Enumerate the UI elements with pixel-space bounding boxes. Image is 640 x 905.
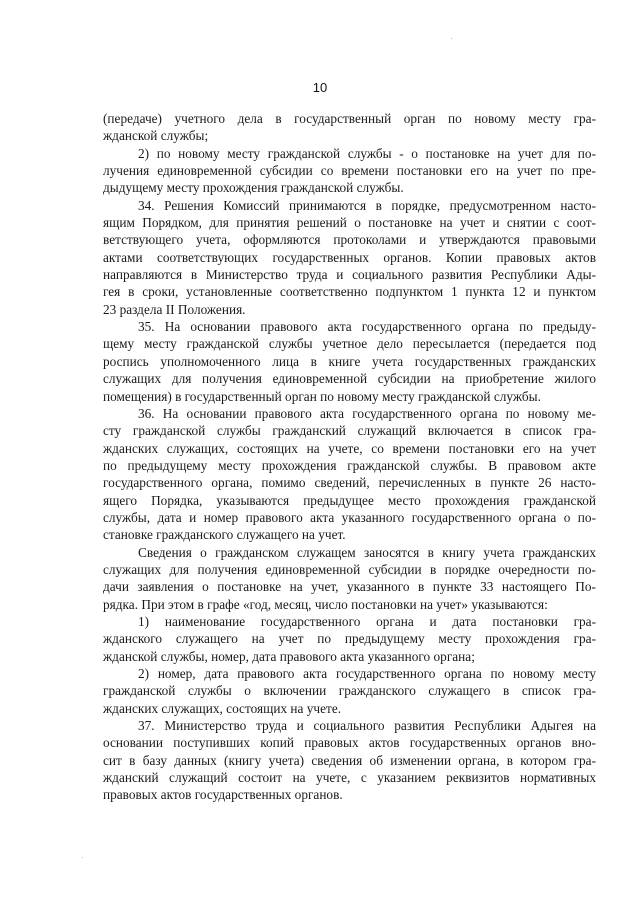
text-line: служащих для получения единовременной субсидии в порядке очередности по- — [103, 561, 596, 577]
paragraph-35 — [103, 318, 596, 405]
text-line: роспись уполномоченного лица в книге учета государственных гражданских — [103, 353, 596, 369]
paragraph-sub-1 — [103, 613, 596, 665]
text-line: жданского служащего на учет по предыдущему месту прохождения гра- — [103, 631, 596, 647]
text-line: государственного органа, помимо сведений, перечисленных в пункте 26 насто- — [103, 475, 596, 491]
text-line: помещения) в государственный орган по новому месту гражданской службы. — [103, 388, 541, 404]
text-line: лучения единовременной субсидии со времени постановки его на учет по пре- — [103, 163, 596, 179]
text-line: по предыдущему месту прохождения гражданской службы. В правовом акте — [103, 457, 596, 473]
text-line: правовых актов государственных органов. — [103, 787, 343, 803]
text-line: 35. На основании правового акта государственного органа по предыду- — [138, 319, 596, 335]
text-line: ящего Порядка, указываются предыдущее место прохождения гражданской — [103, 492, 596, 508]
text-line: жданский служащий состоит на учете, с указанием реквизитов нормативных — [103, 770, 596, 786]
text-line: щему месту гражданской службы учетное дело пересылается (передается под — [103, 336, 596, 352]
text-line: гражданской службы о включении гражданского служащего в список гра- — [103, 683, 596, 699]
text-line: актами соответствующих государственных органов. Копии правовых актов — [103, 249, 596, 265]
text-line: 37. Министерство труда и социального развития Республики Адыгея на — [138, 718, 596, 734]
paragraph-item-2 — [103, 145, 596, 197]
text-line: сту гражданской службы гражданский служащий включается в список гра- — [103, 423, 596, 439]
paragraph-36 — [103, 405, 596, 544]
text-line: (передаче) учетного дела в государственный орган по новому месту гра- — [103, 111, 596, 126]
text-line: 36. На основании правового акта государственного органа по новому ме- — [138, 405, 596, 421]
paragraph-sub-2 — [103, 665, 596, 717]
text-line: ветствующего учета, оформляются протоколами и утверждаются правовыми — [103, 232, 596, 248]
text-line: сит в базу данных (книгу учета) сведения об изменении органа, в котором гра- — [103, 752, 596, 768]
text-line: служащих для получения единовременной субсидии на приобретение жилого — [103, 371, 596, 387]
text-line: ящим Порядком, для принятия решений о постановке на учет и снятии с соот- — [103, 215, 596, 231]
text-line: гея в сроки, установленные соответственно подпунктом 1 пункта 12 и пунктом — [103, 284, 596, 300]
scan-speck — [451, 38, 452, 39]
text-line: 34. Решения Комиссий принимаются в порядке, предусмотренном насто- — [138, 197, 596, 213]
text-line: становке гражданского служащего на учет. — [103, 527, 346, 543]
text-line: жданских служащих, состоящих на учете, со времени постановки его на учет — [103, 440, 596, 456]
text-line: службы, дата и номер правового акта указанного государственного органа о по- — [103, 509, 596, 525]
text-line: дачи заявления о постановке на учет, указанного в пункте 33 настоящего По- — [103, 579, 596, 595]
text-line: 1) наименование государственного органа и дата постановки гра- — [138, 613, 596, 629]
text-line: дыдущему месту прохождения гражданской службы. — [103, 180, 404, 196]
paragraph-34 — [103, 197, 596, 318]
text-line: 23 раздела II Положения. — [103, 301, 246, 317]
text-line: 2) по новому месту гражданской службы - о постановке на учет для по- — [138, 145, 596, 161]
text-line: основании поступивших копий правовых актов государственных органов вно- — [103, 735, 596, 751]
text-line: жданской службы, номер, дата правового акта указанного органа; — [103, 648, 475, 664]
paragraph-register-info — [103, 544, 596, 613]
page-number: 10 — [312, 80, 328, 95]
paragraph-continuation — [103, 110, 596, 145]
text-line: жданской службы; — [103, 128, 209, 144]
document-body — [103, 110, 596, 804]
text-line: 2) номер, дата правового акта государственного органа по новому месту — [138, 666, 596, 681]
paragraph-37 — [103, 717, 596, 804]
text-line: рядка. При этом в графе «год, месяц, число постановки на учет» указываются: — [103, 596, 548, 612]
text-line: направляются в Министерство труда и социального развития Республики Ады- — [103, 267, 596, 283]
text-line: жданских служащих, состоящих на учете. — [103, 700, 342, 716]
text-line: Сведения о гражданском служащем заносятся в книгу учета гражданских — [138, 544, 596, 560]
scan-speck — [82, 857, 83, 858]
